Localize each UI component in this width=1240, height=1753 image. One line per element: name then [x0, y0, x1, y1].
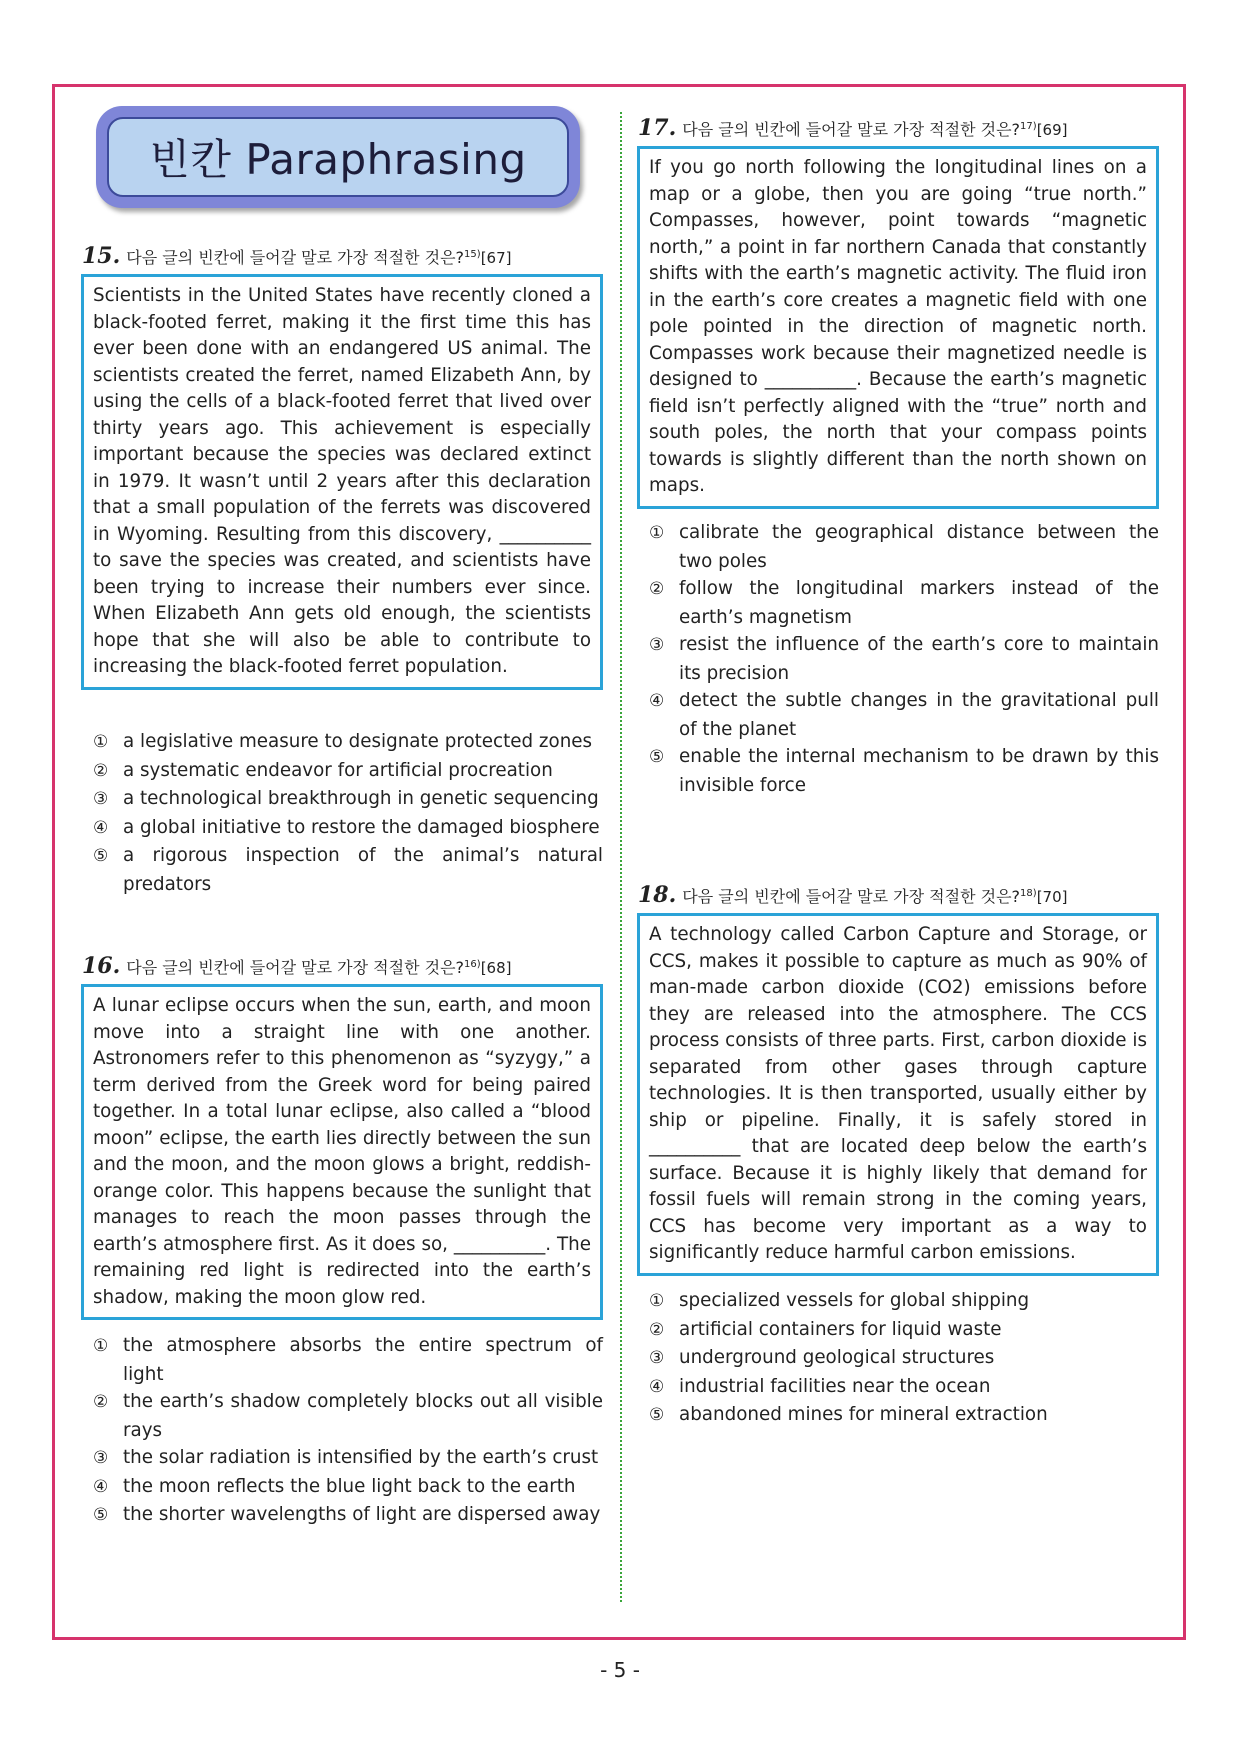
option-3[interactable] — [93, 1444, 603, 1473]
option-1[interactable] — [93, 728, 603, 757]
option-marker: ① — [93, 732, 109, 752]
question-18-options — [649, 1287, 1159, 1430]
option-3[interactable] — [649, 1344, 1159, 1373]
option-text: specialized vessels for global shipping — [679, 1290, 1030, 1311]
option-text: a global initiative to restore the damaged biosphere — [123, 816, 600, 838]
section-title-banner — [96, 106, 580, 208]
option-1[interactable] — [93, 1332, 603, 1388]
page-number: - 5 - — [600, 1658, 640, 1682]
question-16-header — [82, 953, 511, 979]
option-3[interactable] — [93, 785, 603, 814]
question-16-options — [93, 1332, 603, 1530]
question-15-header — [82, 243, 511, 269]
option-text: underground geological structures — [679, 1347, 995, 1368]
question-prompt: 다음 글의 빈칸에 들어갈 말로 가장 적절한 것은? — [126, 958, 465, 977]
option-text: the moon reflects the blue light back to the earth — [123, 1475, 576, 1497]
option-5[interactable] — [93, 1501, 603, 1530]
option-2[interactable] — [93, 757, 603, 786]
question-ref: [70] — [1036, 888, 1068, 906]
question-ref: [69] — [1036, 121, 1068, 139]
question-17-passage: If you go north following the longitudinal lines on a map or a globe, then you are going “true north.” Compasses, however, point towards “magnetic north,” a point in far northern Canada that constantly shifts with the earth’s magnetic activity. The fluid iron in the earth’s core creates a magnetic field with one pole pointed in the direction of magnetic north. Compasses work because their magnetized needle is designed to __________. Because the earth’s magnetic field isn’t perfectly aligned with the “true” north and south poles, the north that your compass points towards is slightly different than the north shown on maps. — [637, 146, 1159, 509]
option-marker: ④ — [93, 817, 109, 838]
question-prompt: 다음 글의 빈칸에 들어갈 말로 가장 적절한 것은? — [682, 120, 1021, 139]
question-18-header — [638, 882, 1067, 908]
question-number: 17. — [638, 115, 677, 141]
option-5[interactable] — [649, 1401, 1159, 1430]
question-15-passage: Scientists in the United States have recently cloned a black-footed ferret, making it the first time this has ever been done with an endangered US animal. The scientists created the ferret, named Elizabeth Ann, by using the cells of a black-footed ferret that lived over thirty years ago. This achievement is especially important because the species was declared extinct in 1979. It wasn’t until 2 years after this declaration that a small population of the ferrets was discovered in Wyoming. Resulting from this discovery, __________ to save the species was created, and scientists have been trying to increase their numbers ever since. When Elizabeth Ann gets old enough, the scientists hope that she will also be able to contribute to increasing the black-footed ferret population. — [81, 274, 603, 690]
option-text: calibrate the geographical distance between the two poles — [679, 522, 1159, 572]
option-marker: ② — [649, 1319, 665, 1340]
question-17-header — [638, 115, 1067, 141]
option-text: a legislative measure to designate protected zones — [123, 731, 593, 752]
option-marker: ③ — [649, 1348, 665, 1368]
option-marker: ④ — [649, 1376, 665, 1397]
section-title-inner — [107, 117, 569, 197]
option-marker: ③ — [93, 1448, 109, 1468]
option-marker: ⑤ — [649, 747, 665, 767]
question-footnote: 16) — [464, 959, 481, 970]
option-text: a systematic endeavor for artificial procreation — [123, 759, 553, 781]
option-text: industrial facilities near the ocean — [679, 1375, 991, 1397]
question-number: 18. — [638, 882, 677, 908]
option-text: the shorter wavelengths of light are dispersed away — [123, 1504, 601, 1525]
option-text: the atmosphere absorbs the entire spectrum of light — [123, 1335, 603, 1385]
option-3[interactable] — [649, 631, 1159, 687]
question-18-passage: A technology called Carbon Capture and Storage, or CCS, makes it possible to capture as much as 90% of man-made carbon dioxide (CO2) emissions before they are released into the atmosphere. The CCS process consists of three parts. First, carbon dioxide is separated from other gases through capture technologies. It is then transported, usually either by ship or pipeline. Finally, it is safely stored in __________ that are located deep below the earth’s surface. Because it is highly likely that demand for fossil fuels will remain strong in the coming years, CCS has become very important as a way to significantly reduce harmful carbon emissions. — [637, 913, 1159, 1276]
option-marker: ③ — [93, 789, 109, 809]
option-marker: ① — [649, 523, 665, 543]
option-text: resist the influence of the earth’s core to maintain its precision — [679, 634, 1159, 684]
question-number: 15. — [82, 243, 121, 269]
option-marker: ② — [93, 1392, 109, 1412]
option-5[interactable] — [649, 743, 1159, 799]
question-ref: [67] — [480, 249, 512, 267]
question-ref: [68] — [480, 959, 512, 977]
option-text: detect the subtle changes in the gravitational pull of the planet — [679, 690, 1159, 740]
option-1[interactable] — [649, 1287, 1159, 1316]
question-15-options — [93, 728, 603, 898]
question-footnote: 18) — [1020, 888, 1037, 899]
option-text: enable the internal mechanism to be drawn by this invisible force — [679, 746, 1159, 796]
option-2[interactable] — [649, 575, 1159, 631]
question-prompt: 다음 글의 빈칸에 들어갈 말로 가장 적절한 것은? — [682, 887, 1021, 906]
option-1[interactable] — [649, 519, 1159, 575]
option-text: the earth’s shadow completely blocks out all visible rays — [123, 1391, 603, 1441]
option-marker: ⑤ — [93, 846, 109, 866]
question-footnote: 17) — [1020, 121, 1037, 132]
question-16-passage: A lunar eclipse occurs when the sun, earth, and moon move into a straight line with one another. Astronomers refer to this phenomenon as “syzygy,” a term derived from the Greek word for being paired together. In a total lunar eclipse, also called a “blood moon” eclipse, the earth lies directly between the sun and the moon, and the moon glows a bright, reddish-orange color. This happens because the sunlight that manages to reach the moon passes through the earth’s atmosphere first. As it does so, __________. The remaining red light is redirected into the earth’s shadow, making the moon glow red. — [81, 984, 603, 1320]
option-text: follow the longitudinal markers instead of the earth’s magnetism — [679, 578, 1159, 628]
option-text: a technological breakthrough in genetic sequencing — [123, 788, 599, 809]
column-divider — [620, 112, 622, 1602]
option-4[interactable] — [649, 687, 1159, 743]
option-text: a rigorous inspection of the animal’s natural predators — [123, 845, 603, 895]
question-17-options — [649, 519, 1159, 799]
option-4[interactable] — [93, 1473, 603, 1502]
option-marker: ④ — [93, 1476, 109, 1497]
option-4[interactable] — [93, 814, 603, 843]
option-text: the solar radiation is intensified by the earth’s crust — [123, 1447, 599, 1468]
option-2[interactable] — [649, 1316, 1159, 1345]
option-marker: ④ — [649, 691, 665, 711]
option-4[interactable] — [649, 1373, 1159, 1402]
section-title: 빈칸 Paraphrasing — [149, 135, 527, 184]
option-marker: ① — [93, 1336, 109, 1356]
option-text: abandoned mines for mineral extraction — [679, 1404, 1048, 1425]
question-footnote: 15) — [464, 249, 481, 260]
question-number: 16. — [82, 953, 121, 979]
option-marker: ① — [649, 1291, 665, 1311]
option-marker: ⑤ — [649, 1405, 665, 1425]
option-marker: ② — [93, 760, 109, 781]
option-marker: ② — [649, 579, 665, 599]
option-marker: ⑤ — [93, 1505, 109, 1525]
option-marker: ③ — [649, 635, 665, 655]
option-text: artificial containers for liquid waste — [679, 1318, 1002, 1340]
option-2[interactable] — [93, 1388, 603, 1444]
question-prompt: 다음 글의 빈칸에 들어갈 말로 가장 적절한 것은? — [126, 248, 465, 267]
option-5[interactable] — [93, 842, 603, 898]
